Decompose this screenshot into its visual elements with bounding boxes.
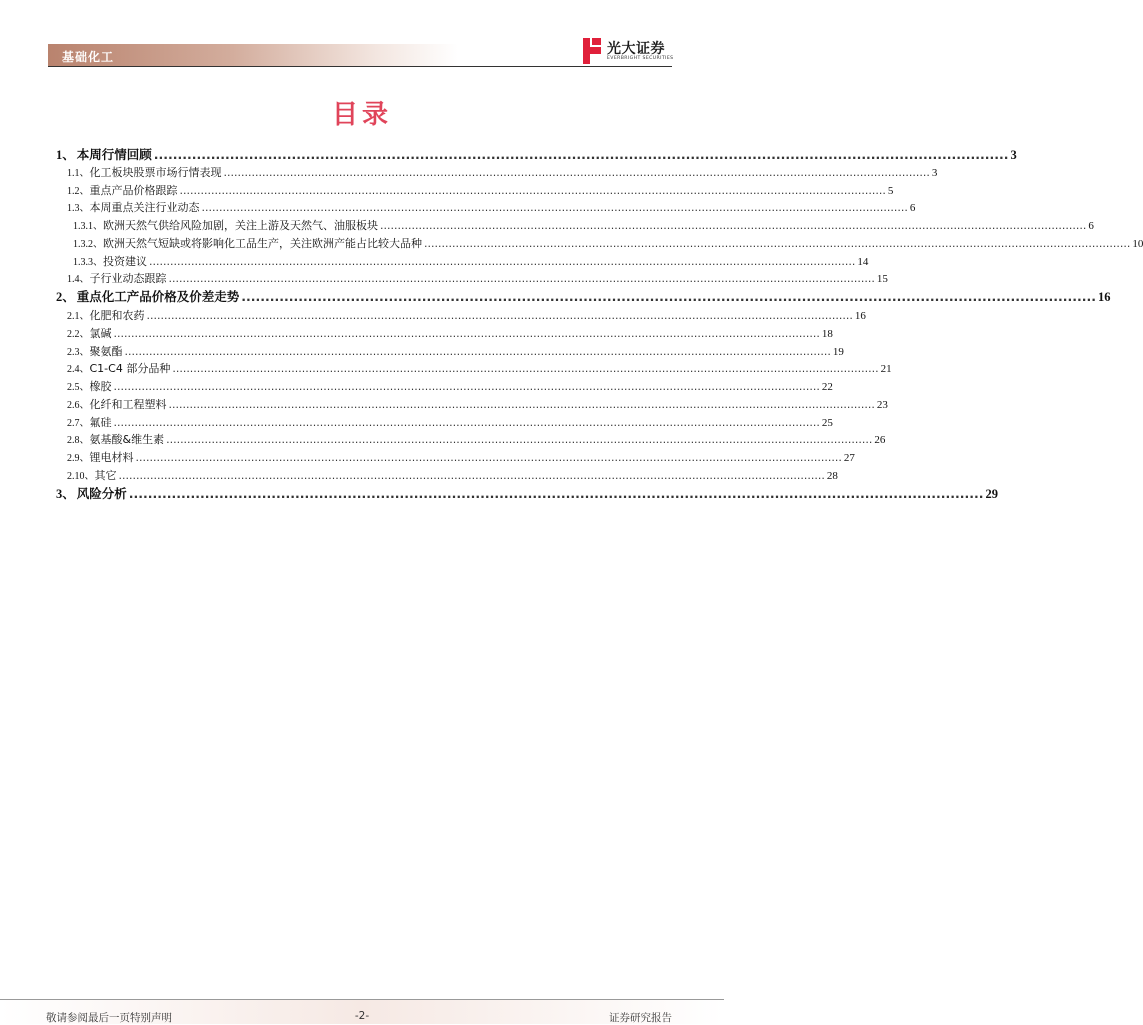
toc-leader: ..........................................................................................................................................................................................................	[135, 451, 842, 464]
toc-leader: ..........................................................................................................................................................................................................	[113, 416, 820, 429]
toc-number: 2.9、	[67, 453, 90, 464]
toc-label: 本周重点关注行业动态	[89, 201, 200, 214]
toc-leader: ..........................................................................................................................................................................................................	[113, 380, 820, 393]
toc-label: 欧洲天然气供给风险加剧，关注上游及天然气、油服板块	[103, 219, 378, 232]
toc-page: 3	[931, 167, 938, 179]
toc-page: 19	[832, 346, 844, 358]
toc-page: 23	[876, 399, 888, 411]
toc-leader: ..........................................................................................................................................................................................................	[179, 184, 886, 197]
toc-label: 重点产品价格跟踪	[89, 184, 178, 197]
toc-entry[interactable]	[67, 270, 888, 288]
toc-leader: ..........................................................................................................................................................................................................	[172, 362, 879, 375]
toc-page: 18	[821, 328, 833, 340]
toc-entry[interactable]	[67, 325, 833, 343]
toc-page: 28	[826, 470, 838, 482]
toc-number: 1.2、	[67, 186, 90, 197]
toc-page: 5	[887, 185, 894, 197]
toc-number: 1.3.2、	[73, 239, 103, 250]
toc-entry[interactable]	[67, 307, 866, 325]
toc-entry[interactable]	[67, 449, 855, 467]
toc-leader: ....................................................................................................................................................................................	[153, 147, 1009, 162]
category-label: 基础化工	[62, 50, 115, 64]
toc-page: 16	[1098, 290, 1111, 304]
toc-number: 3、	[56, 487, 75, 501]
toc-label: 氯碱	[89, 327, 112, 340]
page-number: -2-	[354, 1010, 370, 1022]
toc-entry[interactable]	[73, 217, 1094, 235]
toc-entry[interactable]	[56, 287, 1111, 305]
toc-number: 2.7、	[67, 418, 90, 429]
toc-leader: ..........................................................................................................................................................................................................	[113, 327, 820, 340]
toc-leader: ..........................................................................................................................................................................................................	[424, 237, 1131, 250]
toc-page: 3	[1010, 148, 1017, 162]
toc-entry[interactable]	[56, 484, 999, 502]
toc-page: 14	[857, 256, 869, 268]
logo-text-en: EVERBRIGHT SECURITIES	[607, 56, 674, 61]
toc-label: 化工板块股票市场行情表现	[89, 166, 222, 179]
toc-entry[interactable]	[67, 414, 833, 432]
toc-label: 橡胶	[89, 380, 112, 393]
toc-label: 化肥和农药	[89, 309, 145, 322]
toc-page: 25	[821, 417, 833, 429]
toc-label: 子行业动态跟踪	[89, 272, 167, 285]
toc-number: 2.2、	[67, 329, 90, 340]
toc-number: 1.1、	[67, 168, 90, 179]
toc-label: C1-C4 部分品种	[89, 362, 171, 375]
toc-entry[interactable]	[73, 253, 869, 271]
toc-label: 风险分析	[76, 486, 127, 501]
toc-label: 欧洲天然气短缺或将影响化工品生产，关注欧洲产能占比较大品种	[103, 237, 422, 250]
logo-mark-icon	[582, 38, 602, 64]
toc-leader: ..........................................................................................................................................................................................................	[149, 255, 856, 268]
toc-page: 16	[854, 310, 866, 322]
logo-text-cn: 光大证券	[607, 41, 665, 57]
toc-number: 2.3、	[67, 347, 90, 358]
toc-entry[interactable]	[67, 396, 888, 414]
toc-label: 本周行情回顾	[76, 147, 152, 162]
toc-number: 1、	[56, 148, 75, 162]
toc-leader: ..........................................................................................................................................................................................................	[168, 272, 875, 285]
header-rule	[48, 66, 672, 67]
toc-entry[interactable]	[67, 164, 938, 182]
toc-leader: ..........................................................................................................................................................................................................	[223, 166, 930, 179]
toc-leader: ..........................................................................................................................................................................................................	[124, 345, 831, 358]
toc-label: 锂电材料	[89, 451, 134, 464]
toc-number: 2.5、	[67, 382, 90, 393]
toc-entry[interactable]	[67, 467, 838, 485]
toc-entry[interactable]	[67, 378, 833, 396]
toc-page: 27	[843, 452, 855, 464]
toc-number: 2.8、	[67, 435, 90, 446]
toc-entry[interactable]	[67, 182, 894, 200]
toc-number: 1.3、	[67, 203, 90, 214]
toc-number: 2.10、	[67, 471, 95, 482]
toc-entry[interactable]	[73, 235, 1143, 253]
toc-entry[interactable]	[67, 343, 844, 361]
toc-number: 1.3.1、	[73, 221, 103, 232]
company-logo	[582, 38, 678, 64]
toc-label: 重点化工产品价格及价差走势	[76, 289, 240, 304]
toc-page: 22	[821, 381, 833, 393]
toc-page: 6	[909, 202, 916, 214]
toc-leader: ..........................................................................................................................................................................................................	[380, 219, 1087, 232]
toc-leader: ..........................................................................................................................................................................................................	[146, 309, 853, 322]
toc-page: 15	[876, 273, 888, 285]
toc-label: 投资建议	[103, 255, 147, 268]
toc-number: 1.4、	[67, 274, 90, 285]
toc-number: 2.4、	[67, 364, 90, 375]
toc-entry[interactable]	[67, 199, 916, 217]
toc-leader: ..........................................................................................................................................................................................................	[201, 201, 908, 214]
toc-leader: ..........................................................................................................................................................................................................	[168, 398, 875, 411]
toc-entry[interactable]	[56, 145, 1017, 163]
toc-label: 氟硅	[89, 416, 112, 429]
toc-label: 聚氨酯	[89, 345, 123, 358]
toc-entry[interactable]	[67, 360, 892, 378]
toc-page: 26	[874, 434, 886, 446]
toc-number: 2.6、	[67, 400, 90, 411]
toc-label: 化纤和工程塑料	[89, 398, 167, 411]
footer-disclaimer: 敬请参阅最后一页特别声明	[46, 1012, 172, 1024]
toc-page: 10	[1132, 238, 1143, 250]
toc-page: 21	[880, 363, 892, 375]
toc-number: 1.3.3、	[73, 257, 103, 268]
footer-report-type: 证券研究报告	[609, 1012, 672, 1024]
toc-leader: ..........................................................................................................................................................................................................	[166, 433, 873, 446]
toc-label: 其它	[94, 469, 117, 482]
toc-number: 2、	[56, 290, 75, 304]
toc-page: 6	[1088, 220, 1094, 232]
toc-label: 氨基酸&维生素	[89, 433, 165, 446]
toc-leader: ....................................................................................................................................................................................	[128, 486, 984, 501]
page-title: 目录	[331, 100, 392, 130]
toc-page: 29	[985, 487, 999, 501]
toc-leader: ..........................................................................................................................................................................................................	[118, 469, 825, 482]
toc-entry[interactable]	[67, 431, 886, 449]
toc-number: 2.1、	[67, 311, 90, 322]
toc-leader: ....................................................................................................................................................................................	[241, 289, 1097, 304]
